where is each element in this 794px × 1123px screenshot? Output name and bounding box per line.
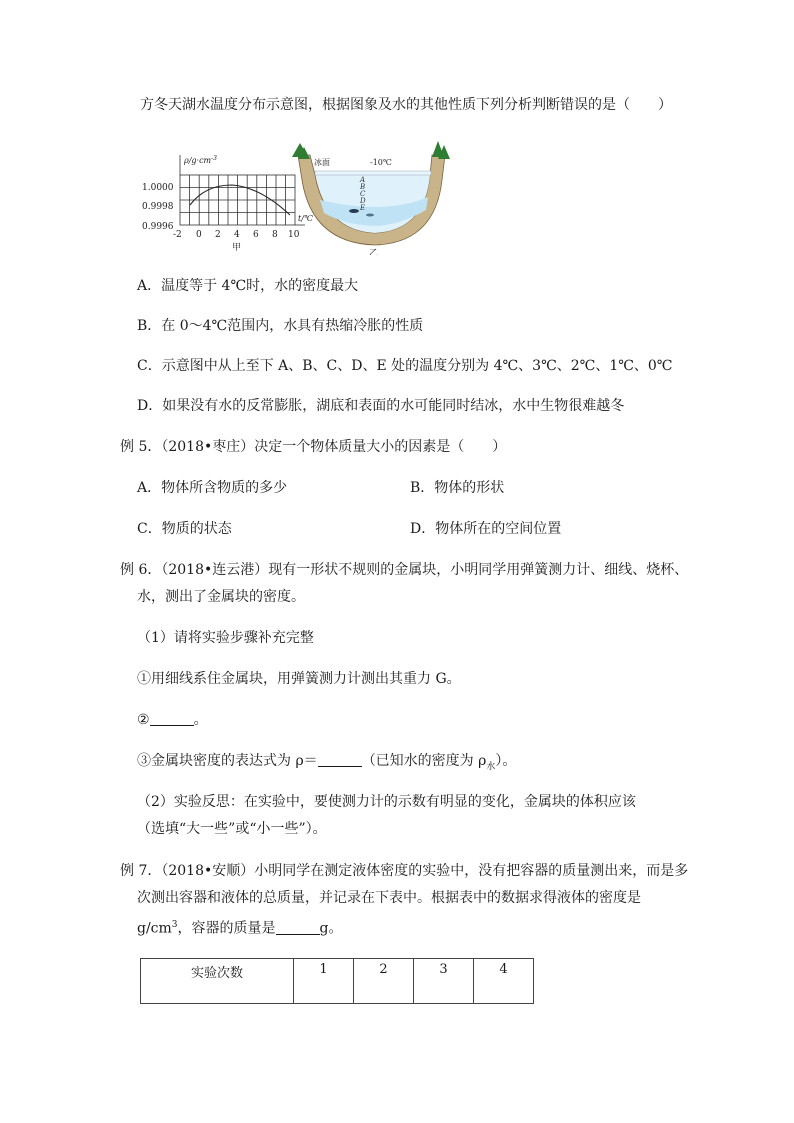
q7-unit-sup: 3	[171, 920, 178, 930]
layer-c: C	[360, 190, 366, 198]
table-header-cell: 实验次数	[141, 959, 294, 1004]
q7-end-text: g。	[319, 920, 343, 937]
density-graph	[142, 155, 314, 253]
layer-a: A	[360, 176, 366, 184]
x-tick-2: 0	[196, 230, 202, 240]
tree-right-icon	[432, 141, 450, 159]
q5-option-a: A．物体所含物质的多少	[137, 480, 288, 496]
q6-step2-prefix: ②	[137, 712, 150, 728]
fish-icon	[349, 209, 359, 213]
q4-option-b: B．在 0～4℃范围内，水具有热缩冷胀的性质	[137, 318, 424, 334]
q6-step1: ①用细线系住金属块，用弹簧测力计测出其重力 G。	[137, 671, 461, 687]
q6-step3	[137, 751, 516, 777]
graph-caption: 甲	[232, 243, 242, 253]
q6-part1: （1）请将实验步骤补充完整	[137, 630, 314, 646]
q7-mid-text: ，容器的质量是	[177, 920, 276, 937]
table-row	[141, 959, 534, 1004]
q4-option-c: C．示意图中从上至下 A、B、C、D、E 处的温度分别为 4℃、3℃、2℃、1℃、0℃	[137, 358, 673, 374]
table-header-cell: 1	[294, 959, 354, 1004]
y-tick-1: 1.0000	[142, 183, 174, 193]
x-tick-3: 2	[215, 230, 221, 240]
y-tick-2: 0.9998	[142, 202, 174, 212]
x-tick-1: -2	[173, 230, 182, 240]
answer-blank[interactable]	[150, 711, 194, 726]
answer-blank[interactable]	[318, 752, 362, 767]
q6-step3-prefix: ③金属块密度的表达式为 ρ＝	[137, 753, 318, 769]
q5-option-c: C．物质的状态	[137, 521, 232, 537]
q4-option-d: D．如果没有水的反常膨胀，湖底和表面的水可能同时结冰，水中生物很难越冬	[137, 398, 625, 414]
q6-stem-line2: 水，测出了金属块的密度。	[137, 589, 305, 605]
y-tick-3: 0.9996	[142, 222, 174, 232]
x-tick-7: 10	[288, 230, 300, 240]
x-axis-label: t/℃	[298, 214, 313, 223]
lake-diagram	[292, 141, 450, 255]
q6-stem-line1: 例 6．（2018•连云港）现有一形状不规则的金属块，小明同学用弹簧测力计、细线、烧杯、	[120, 562, 689, 578]
q5-option-d: D．物体所在的空间位置	[410, 521, 562, 537]
x-tick-4: 4	[234, 230, 240, 240]
q6-step2-suffix: 。	[193, 712, 208, 728]
water-density-figure	[140, 135, 480, 255]
q7-stem-line2: 次测出容器和液体的总质量，并记录在下表中。根据表中的数据求得液体的密度是	[137, 890, 641, 906]
air-temp-label: -10℃	[370, 158, 392, 167]
q6-step3-end: ）。	[495, 753, 517, 769]
table-header-cell: 3	[414, 959, 474, 1004]
table-header-cell: 4	[474, 959, 534, 1004]
layer-b: B	[360, 183, 366, 191]
fish-icon	[366, 214, 374, 217]
ice-surface	[315, 171, 431, 175]
q7-stem-line1: 例 7．（2018•安顺）小明同学在测定液体密度的实验中，没有把容器的质量测出来，而是多	[120, 863, 689, 879]
y-axis-label: $\rho/g\cdot cm^{-3}$	[184, 155, 217, 165]
experiment-table	[140, 958, 534, 1004]
x-tick-6: 8	[272, 230, 278, 240]
q6-step3-suffix: （已知水的密度为 ρ	[361, 753, 487, 769]
ice-label: 冰面	[314, 158, 330, 167]
lake-caption: 乙	[369, 249, 379, 255]
layer-e: E	[360, 204, 366, 212]
q5-option-b: B．物体的形状	[410, 480, 505, 496]
q6-step2	[137, 710, 208, 730]
x-tick-5: 6	[253, 230, 259, 240]
figure-svg	[140, 135, 480, 255]
table-header-cell: 2	[354, 959, 414, 1004]
answer-blank[interactable]	[276, 920, 320, 935]
tree-left-icon	[292, 143, 310, 159]
q6-part2-line2: （选填“大一些”或“小一些”）。	[137, 821, 327, 837]
q7-stem-line3	[137, 915, 343, 939]
q4-option-a: A．温度等于 4℃时，水的密度最大	[137, 278, 359, 294]
q6-part2-line1: （2）实验反思：在实验中，要使测力计的示数有明显的变化，金属块的体积应该	[137, 794, 636, 810]
intro-text: 方冬天湖水温度分布示意图，根据图象及水的其他性质下列分析判断错误的是（ ）	[140, 97, 672, 113]
q7-unit: g/cm	[137, 920, 172, 937]
q6-step3-sub: 水	[486, 761, 496, 772]
layer-d: D	[360, 197, 366, 205]
q5-stem: 例 5．（2018•枣庄）决定一个物体质量大小的因素是（ ）	[120, 439, 507, 455]
